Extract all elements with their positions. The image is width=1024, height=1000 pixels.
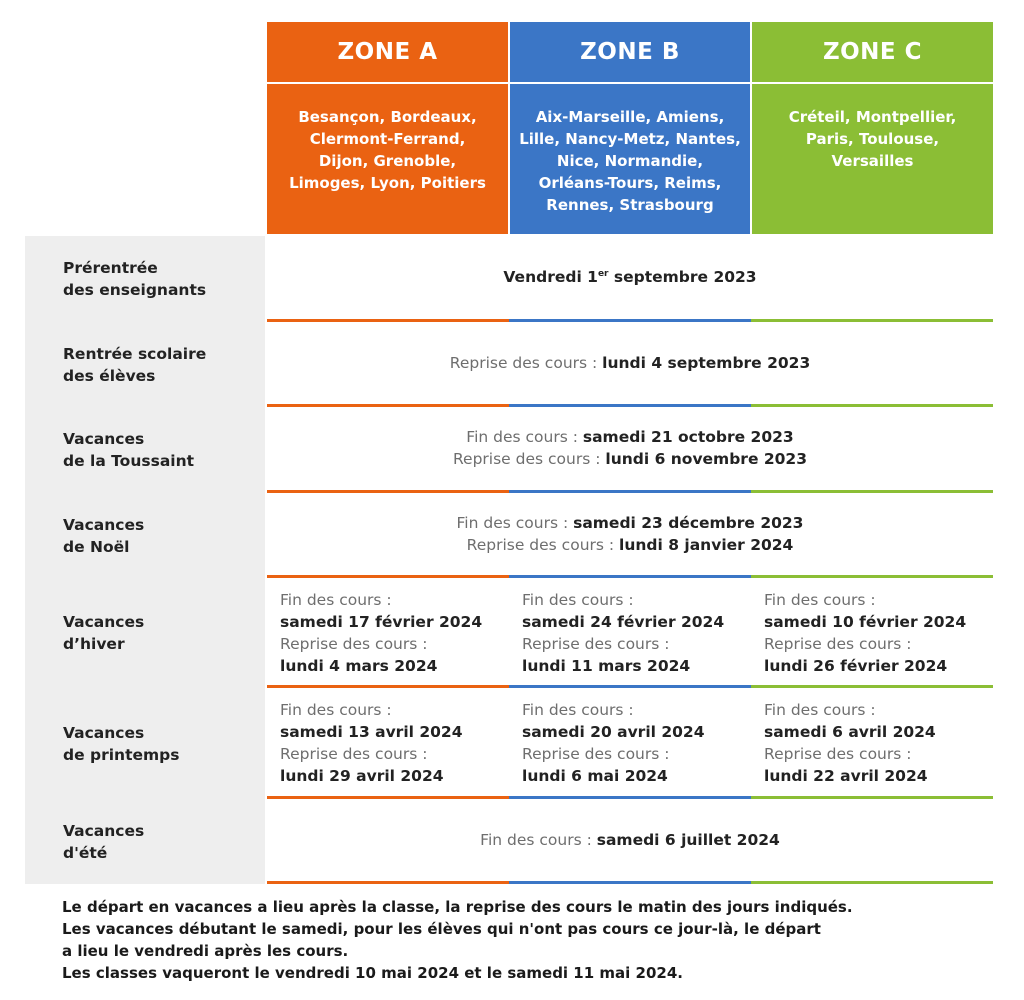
zone-cells <box>267 578 993 684</box>
date-suffix: septembre 2023 <box>608 268 757 286</box>
row-label-line: des enseignants <box>63 281 207 299</box>
date-line <box>453 448 807 470</box>
row-label <box>25 578 265 688</box>
row-toussaint <box>25 407 993 493</box>
row-date <box>267 407 993 489</box>
footnote-line: Le départ en vacances a lieu après la classe, la reprise des cours le matin des jours indiqués. <box>62 898 853 916</box>
date-value: samedi 23 décembre 2023 <box>573 513 804 532</box>
date-line <box>457 512 804 534</box>
academy-line: Nice, Normandie, <box>556 152 704 170</box>
zone-cells <box>267 688 993 795</box>
date-value: samedi 21 octobre 2023 <box>582 428 794 446</box>
row-ete <box>25 799 993 884</box>
date-line <box>480 829 780 851</box>
resume-label: Reprise des cours : <box>522 635 670 653</box>
date-prefix: Vendredi 1 <box>503 268 598 286</box>
row-hiver <box>25 578 993 688</box>
date-value: lundi 4 septembre 2023 <box>602 353 811 372</box>
zone-b-cell <box>509 578 751 684</box>
date-ordinal: er <box>597 268 609 279</box>
date-line <box>467 534 794 556</box>
resume-label: Reprise des cours : <box>764 635 912 653</box>
academy-line: Clermont-Ferrand, <box>309 130 466 148</box>
end-date: samedi 20 avril 2024 <box>522 723 705 741</box>
date-value: lundi 6 novembre 2023 <box>605 450 807 468</box>
academy-line: Aix-Marseille, Amiens, <box>535 108 725 126</box>
row-label <box>25 236 265 322</box>
zone-b-cell <box>509 688 751 795</box>
zone-c-header: ZONE C <box>752 22 993 82</box>
resume-label: Reprise des cours : <box>764 745 912 763</box>
date-label: Fin des cours : <box>456 513 574 532</box>
date-value <box>503 266 756 288</box>
end-label: Fin des cours : <box>522 591 634 609</box>
end-label: Fin des cours : <box>280 591 392 609</box>
zone-c-cell <box>751 688 993 795</box>
date-line <box>466 426 793 448</box>
row-label <box>25 688 265 799</box>
zone-a-cell <box>267 688 509 795</box>
zone-b-header: ZONE B <box>510 22 750 82</box>
row-label <box>25 322 265 407</box>
row-date <box>267 236 993 318</box>
zone-b-academies <box>510 84 750 234</box>
row-date <box>267 322 993 403</box>
end-date: samedi 10 février 2024 <box>764 613 967 631</box>
row-prerentree <box>25 236 993 322</box>
zone-a-header: ZONE A <box>267 22 508 82</box>
academy-line: Rennes, Strasbourg <box>546 196 714 214</box>
footnote-line: a lieu le vendredi après les cours. <box>62 942 349 960</box>
resume-label: Reprise des cours : <box>280 635 428 653</box>
footnote-line: Les vacances débutant le samedi, pour les élèves qui n'ont pas cours ce jour-là, le départ <box>62 920 821 938</box>
end-date: samedi 6 avril 2024 <box>764 723 936 741</box>
row-label <box>25 407 265 493</box>
academy-line: Besançon, Bordeaux, <box>298 108 477 126</box>
row-label-line: de la Toussaint <box>63 452 195 470</box>
academy-line: Versailles <box>831 152 914 170</box>
row-date <box>267 493 993 574</box>
zone-a-cell <box>267 578 509 684</box>
row-label-line: des élèves <box>63 366 156 385</box>
end-label: Fin des cours : <box>280 701 392 719</box>
row-label-line: Vacances <box>63 515 145 534</box>
resume-label: Reprise des cours : <box>522 745 670 763</box>
row-label-line: Vacances <box>63 430 145 448</box>
row-label-line: de printemps <box>63 745 180 764</box>
row-label-line: Vacances <box>63 723 145 742</box>
resume-date: lundi 11 mars 2024 <box>522 657 691 675</box>
row-label-line: Rentrée scolaire <box>63 344 207 363</box>
resume-date: lundi 6 mai 2024 <box>522 767 668 785</box>
date-line <box>450 352 810 374</box>
row-label-line: Vacances <box>63 613 145 631</box>
zone-c-academies <box>752 84 993 234</box>
end-label: Fin des cours : <box>764 701 876 719</box>
end-label: Fin des cours : <box>522 701 634 719</box>
row-printemps <box>25 688 993 799</box>
row-label <box>25 799 265 884</box>
row-label-line: d’hiver <box>63 635 125 653</box>
resume-date: lundi 29 avril 2024 <box>280 767 444 785</box>
footnote-line: Les classes vaqueront le vendredi 10 mai 2024 et le samedi 11 mai 2024. <box>62 964 683 982</box>
academy-line: Orléans-Tours, Reims, <box>538 174 722 192</box>
date-label: Reprise des cours : <box>449 353 603 372</box>
date-label: Fin des cours : <box>480 830 597 849</box>
resume-date: lundi 4 mars 2024 <box>280 657 438 675</box>
academy-line: Lille, Nancy-Metz, Nantes, <box>519 130 741 148</box>
date-label: Reprise des cours : <box>452 450 606 468</box>
row-date <box>267 799 993 880</box>
row-label-line: d'été <box>63 843 108 862</box>
resume-label: Reprise des cours : <box>280 745 428 763</box>
zone-a-academies <box>267 84 508 234</box>
date-value: samedi 6 juillet 2024 <box>596 830 780 849</box>
row-label <box>25 493 265 578</box>
zone-separator <box>267 881 993 884</box>
zone-c-cell <box>751 578 993 684</box>
end-date: samedi 24 février 2024 <box>522 613 725 631</box>
row-rentree-eleves <box>25 322 993 407</box>
row-noel <box>25 493 993 578</box>
end-date: samedi 13 avril 2024 <box>280 723 463 741</box>
academy-line: Créteil, Montpellier, <box>788 108 957 126</box>
date-value: lundi 8 janvier 2024 <box>619 535 794 554</box>
date-label: Fin des cours : <box>466 428 583 446</box>
academy-line: Limoges, Lyon, Poitiers <box>289 174 486 192</box>
resume-date: lundi 26 février 2024 <box>764 657 948 675</box>
academy-line: Paris, Toulouse, <box>805 130 940 148</box>
academy-line: Dijon, Grenoble, <box>318 152 457 170</box>
footnotes <box>62 896 1002 984</box>
row-label-line: de Noël <box>63 537 130 556</box>
end-label: Fin des cours : <box>764 591 876 609</box>
row-label-line: Prérentrée <box>63 259 158 277</box>
row-label-line: Vacances <box>63 821 145 840</box>
date-label: Reprise des cours : <box>466 535 620 554</box>
end-date: samedi 17 février 2024 <box>280 613 483 631</box>
resume-date: lundi 22 avril 2024 <box>764 767 928 785</box>
